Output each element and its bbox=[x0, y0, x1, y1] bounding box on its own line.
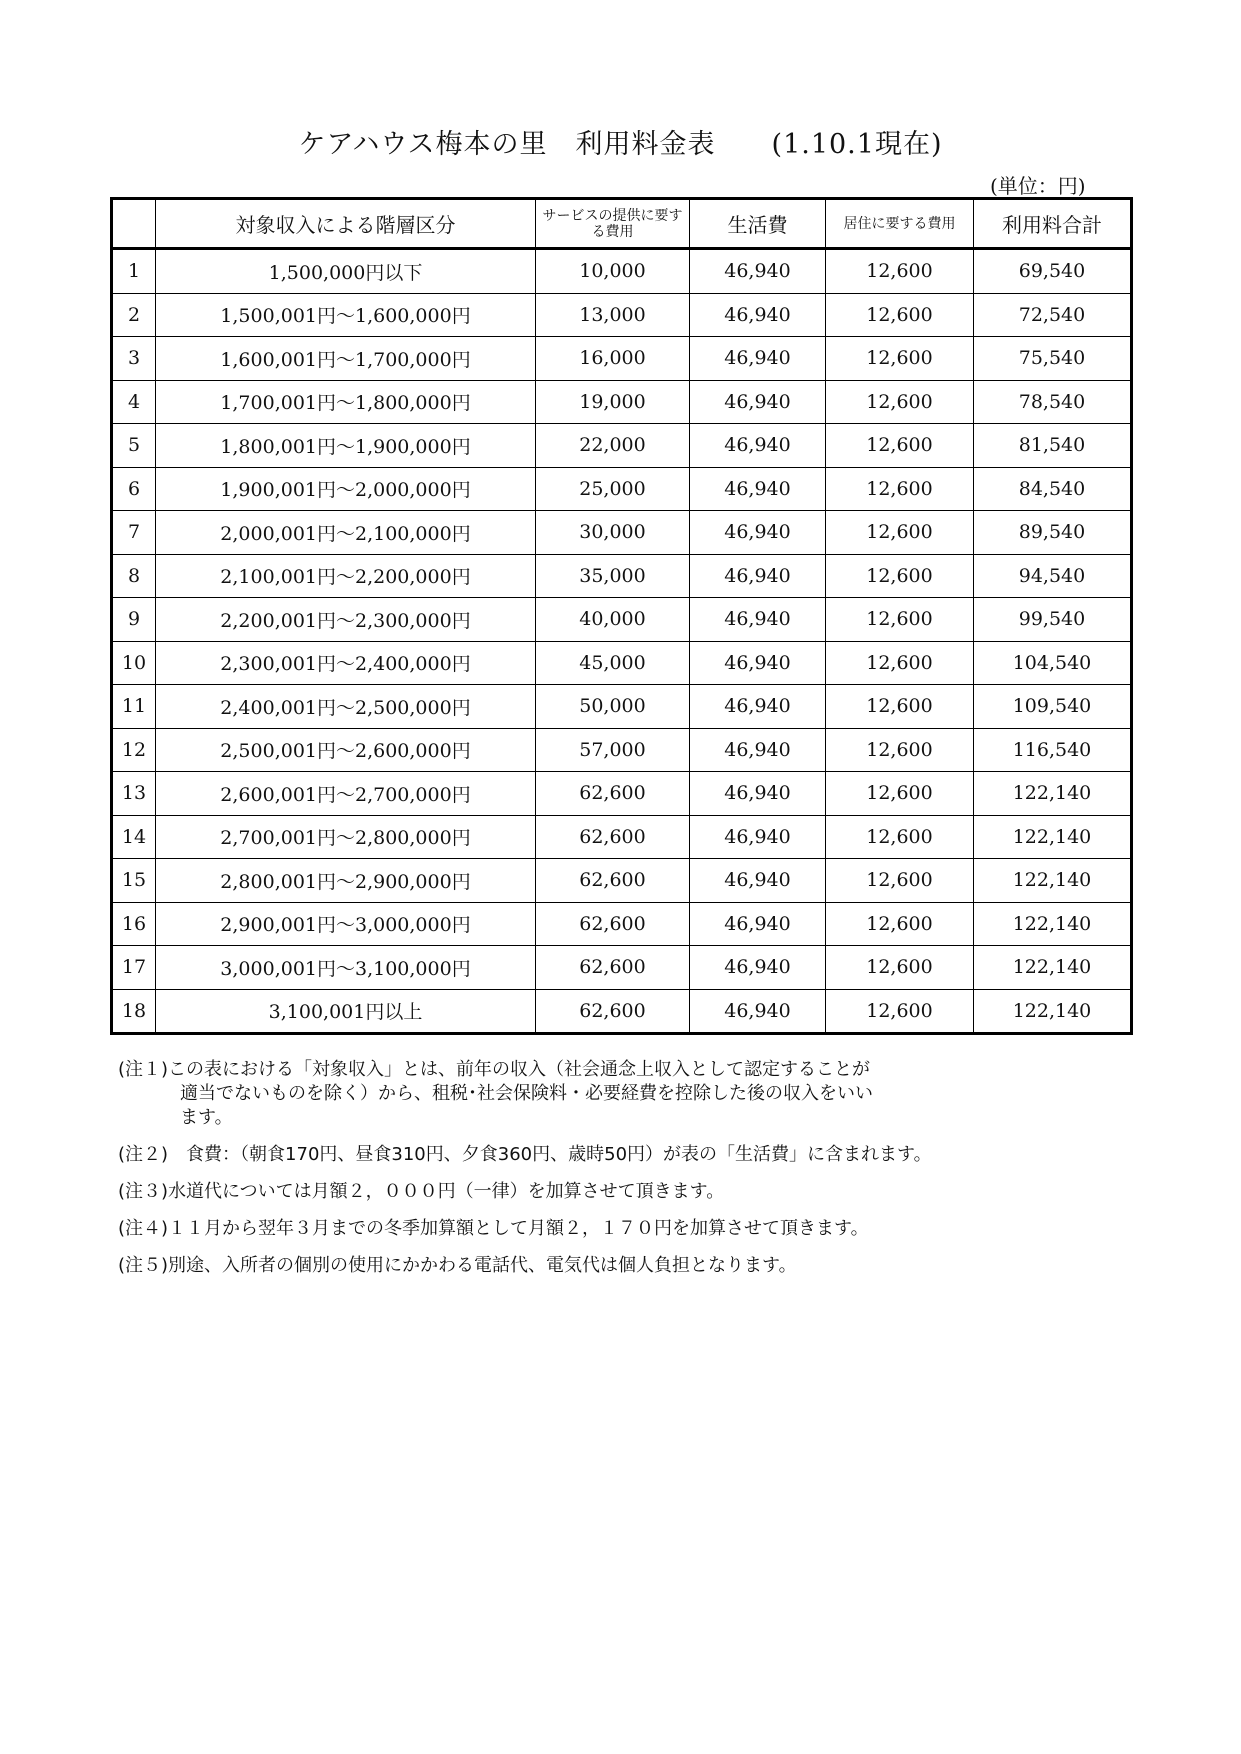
row-no: 1 bbox=[112, 249, 156, 294]
row-no: 11 bbox=[112, 685, 156, 729]
total-fee: 72,540 bbox=[974, 293, 1132, 337]
note-mark: (注３) bbox=[118, 1181, 169, 1202]
income-range: 2,600,001円～2,700,000円 bbox=[156, 772, 536, 816]
total-fee: 81,540 bbox=[974, 424, 1132, 468]
note-line: 別途、入所者の個別の使用にかかわる電話代、電気代は個人負担となります。 bbox=[168, 1255, 797, 1276]
total-fee: 122,140 bbox=[974, 815, 1132, 859]
row-no: 10 bbox=[112, 641, 156, 685]
note-line: 水道代については月額２，０００円（一律）を加算させて頂きます。 bbox=[168, 1181, 725, 1202]
housing-cost: 12,600 bbox=[826, 293, 974, 337]
table-row bbox=[112, 989, 1132, 1034]
housing-cost: 12,600 bbox=[826, 511, 974, 555]
living-cost: 46,940 bbox=[690, 685, 826, 729]
income-range: 3,000,001円～3,100,000円 bbox=[156, 946, 536, 990]
housing-cost: 12,600 bbox=[826, 946, 974, 990]
housing-cost: 12,600 bbox=[826, 641, 974, 685]
row-no: 13 bbox=[112, 772, 156, 816]
header-living-cost: 生活費 bbox=[690, 199, 826, 249]
income-range: 2,200,001円～2,300,000円 bbox=[156, 598, 536, 642]
row-no: 15 bbox=[112, 859, 156, 903]
header-total: 利用料合計 bbox=[974, 199, 1132, 249]
service-cost: 16,000 bbox=[536, 337, 690, 381]
table-row bbox=[112, 685, 1132, 729]
income-range: 2,700,001円～2,800,000円 bbox=[156, 815, 536, 859]
table-row bbox=[112, 554, 1132, 598]
row-no: 12 bbox=[112, 728, 156, 772]
table-row bbox=[112, 249, 1132, 294]
table-row bbox=[112, 424, 1132, 468]
total-fee: 78,540 bbox=[974, 380, 1132, 424]
table-row bbox=[112, 467, 1132, 511]
note-line: この表における「対象収入」とは、前年の収入（社会通念上収入として認定することが bbox=[168, 1059, 871, 1080]
service-cost: 62,600 bbox=[536, 946, 690, 990]
note-mark: (注５) bbox=[118, 1255, 169, 1276]
row-no: 3 bbox=[112, 337, 156, 381]
living-cost: 46,940 bbox=[690, 598, 826, 642]
income-range: 1,500,001円～1,600,000円 bbox=[156, 293, 536, 337]
income-range: 2,300,001円～2,400,000円 bbox=[156, 641, 536, 685]
living-cost: 46,940 bbox=[690, 728, 826, 772]
table-row bbox=[112, 815, 1132, 859]
fee-table bbox=[110, 197, 1133, 1035]
income-range: 1,900,001円～2,000,000円 bbox=[156, 467, 536, 511]
living-cost: 46,940 bbox=[690, 772, 826, 816]
row-no: 8 bbox=[112, 554, 156, 598]
total-fee: 75,540 bbox=[974, 337, 1132, 381]
service-cost: 30,000 bbox=[536, 511, 690, 555]
header-income-class: 対象収入による階層区分 bbox=[156, 199, 536, 249]
row-no: 2 bbox=[112, 293, 156, 337]
service-cost: 50,000 bbox=[536, 685, 690, 729]
note-mark: (注２) bbox=[118, 1144, 169, 1165]
housing-cost: 12,600 bbox=[826, 772, 974, 816]
total-fee: 94,540 bbox=[974, 554, 1132, 598]
income-range: 3,100,001円以上 bbox=[156, 989, 536, 1034]
table-row bbox=[112, 380, 1132, 424]
living-cost: 46,940 bbox=[690, 380, 826, 424]
housing-cost: 12,600 bbox=[826, 989, 974, 1034]
housing-cost: 12,600 bbox=[826, 424, 974, 468]
note-2 bbox=[118, 1143, 1128, 1167]
living-cost: 46,940 bbox=[690, 337, 826, 381]
living-cost: 46,940 bbox=[690, 554, 826, 598]
row-no: 16 bbox=[112, 902, 156, 946]
row-no: 17 bbox=[112, 946, 156, 990]
income-range: 1,700,001円～1,800,000円 bbox=[156, 380, 536, 424]
income-range: 2,800,001円～2,900,000円 bbox=[156, 859, 536, 903]
living-cost: 46,940 bbox=[690, 859, 826, 903]
service-cost: 62,600 bbox=[536, 815, 690, 859]
service-cost: 62,600 bbox=[536, 989, 690, 1034]
living-cost: 46,940 bbox=[690, 641, 826, 685]
living-cost: 46,940 bbox=[690, 467, 826, 511]
note-mark: (注１) bbox=[118, 1059, 169, 1080]
table-row bbox=[112, 728, 1132, 772]
housing-cost: 12,600 bbox=[826, 380, 974, 424]
note-1 bbox=[118, 1058, 1128, 1130]
total-fee: 116,540 bbox=[974, 728, 1132, 772]
row-no: 6 bbox=[112, 467, 156, 511]
table-row bbox=[112, 859, 1132, 903]
income-range: 2,400,001円～2,500,000円 bbox=[156, 685, 536, 729]
total-fee: 122,140 bbox=[974, 859, 1132, 903]
header-service-cost: サービスの提供に要する費用 bbox=[536, 199, 690, 249]
total-fee: 69,540 bbox=[974, 249, 1132, 294]
living-cost: 46,940 bbox=[690, 902, 826, 946]
living-cost: 46,940 bbox=[690, 249, 826, 294]
housing-cost: 12,600 bbox=[826, 859, 974, 903]
table-row bbox=[112, 293, 1132, 337]
total-fee: 84,540 bbox=[974, 467, 1132, 511]
income-range: 1,600,001円～1,700,000円 bbox=[156, 337, 536, 381]
total-fee: 104,540 bbox=[974, 641, 1132, 685]
row-no: 14 bbox=[112, 815, 156, 859]
total-fee: 89,540 bbox=[974, 511, 1132, 555]
income-range: 1,500,000円以下 bbox=[156, 249, 536, 294]
housing-cost: 12,600 bbox=[826, 337, 974, 381]
total-fee: 122,140 bbox=[974, 946, 1132, 990]
housing-cost: 12,600 bbox=[826, 902, 974, 946]
note-mark: (注４) bbox=[118, 1218, 169, 1239]
living-cost: 46,940 bbox=[690, 511, 826, 555]
header-housing-cost: 居住に要する費用 bbox=[826, 199, 974, 249]
note-line: ます。 bbox=[180, 1107, 233, 1128]
table-header-row bbox=[112, 199, 1132, 249]
income-range: 2,900,001円～3,000,000円 bbox=[156, 902, 536, 946]
total-fee: 99,540 bbox=[974, 598, 1132, 642]
housing-cost: 12,600 bbox=[826, 728, 974, 772]
table-row bbox=[112, 946, 1132, 990]
housing-cost: 12,600 bbox=[826, 598, 974, 642]
table-row bbox=[112, 337, 1132, 381]
table-row bbox=[112, 598, 1132, 642]
note-line: 食費：（朝食170円、昼食310円、夕食360円、歳時50円）が表の「生活費」に含まれます。 bbox=[168, 1144, 932, 1165]
row-no: 9 bbox=[112, 598, 156, 642]
row-no: 4 bbox=[112, 380, 156, 424]
note-4 bbox=[118, 1217, 1128, 1241]
total-fee: 122,140 bbox=[974, 772, 1132, 816]
note-line: 適当でないものを除く）から、租税･社会保険料・必要経費を控除した後の収入をいい bbox=[180, 1083, 874, 1104]
housing-cost: 12,600 bbox=[826, 467, 974, 511]
table-row bbox=[112, 772, 1132, 816]
header-no bbox=[112, 199, 156, 249]
service-cost: 22,000 bbox=[536, 424, 690, 468]
income-range: 2,000,001円～2,100,000円 bbox=[156, 511, 536, 555]
table-row bbox=[112, 641, 1132, 685]
living-cost: 46,940 bbox=[690, 815, 826, 859]
total-fee: 122,140 bbox=[974, 989, 1132, 1034]
service-cost: 45,000 bbox=[536, 641, 690, 685]
service-cost: 57,000 bbox=[536, 728, 690, 772]
note-5 bbox=[118, 1254, 1128, 1278]
row-no: 5 bbox=[112, 424, 156, 468]
service-cost: 62,600 bbox=[536, 772, 690, 816]
service-cost: 40,000 bbox=[536, 598, 690, 642]
notes-section bbox=[118, 1058, 1128, 1291]
row-no: 18 bbox=[112, 989, 156, 1034]
living-cost: 46,940 bbox=[690, 293, 826, 337]
income-range: 2,500,001円～2,600,000円 bbox=[156, 728, 536, 772]
service-cost: 10,000 bbox=[536, 249, 690, 294]
unit-label: (単位：円) bbox=[990, 174, 1086, 198]
housing-cost: 12,600 bbox=[826, 249, 974, 294]
table-row bbox=[112, 511, 1132, 555]
note-line: １１月から翌年３月までの冬季加算額として月額２，１７０円を加算させて頂きます。 bbox=[168, 1218, 869, 1239]
housing-cost: 12,600 bbox=[826, 815, 974, 859]
total-fee: 122,140 bbox=[974, 902, 1132, 946]
living-cost: 46,940 bbox=[690, 424, 826, 468]
housing-cost: 12,600 bbox=[826, 554, 974, 598]
income-range: 2,100,001円～2,200,000円 bbox=[156, 554, 536, 598]
housing-cost: 12,600 bbox=[826, 685, 974, 729]
living-cost: 46,940 bbox=[690, 946, 826, 990]
total-fee: 109,540 bbox=[974, 685, 1132, 729]
service-cost: 62,600 bbox=[536, 859, 690, 903]
note-3 bbox=[118, 1180, 1128, 1204]
service-cost: 25,000 bbox=[536, 467, 690, 511]
living-cost: 46,940 bbox=[690, 989, 826, 1034]
row-no: 7 bbox=[112, 511, 156, 555]
service-cost: 35,000 bbox=[536, 554, 690, 598]
service-cost: 13,000 bbox=[536, 293, 690, 337]
service-cost: 62,600 bbox=[536, 902, 690, 946]
table-row bbox=[112, 902, 1132, 946]
service-cost: 19,000 bbox=[536, 380, 690, 424]
income-range: 1,800,001円～1,900,000円 bbox=[156, 424, 536, 468]
page-title: ケアハウス梅本の里 利用料金表 (1.10.1現在) bbox=[298, 129, 943, 160]
